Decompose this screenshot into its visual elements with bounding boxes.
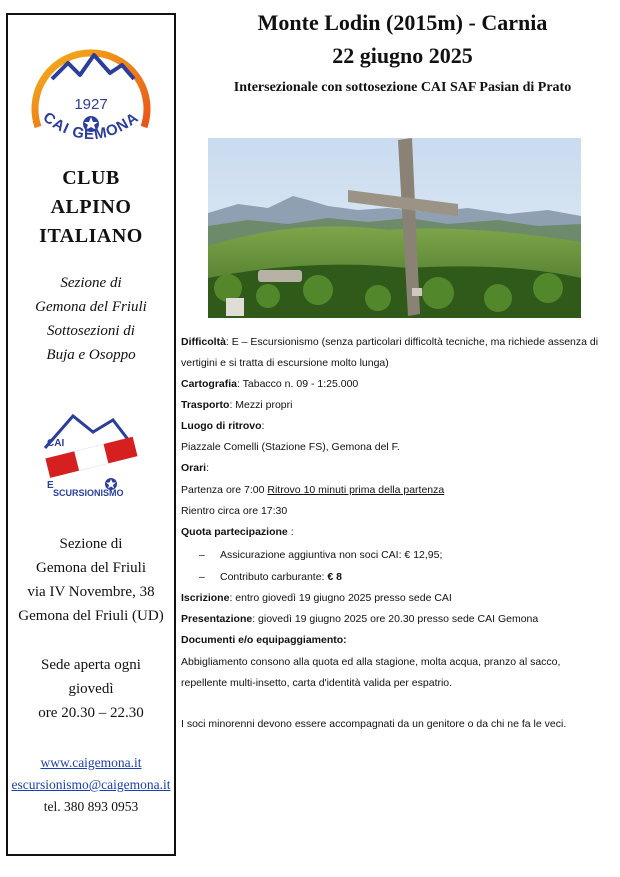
documenti-heading (181, 634, 347, 646)
minori-note: I soci minorenni devono essere accompagnati da un genitore o da chi ne fa le veci. (181, 718, 567, 730)
esc-logo-e: E (47, 480, 54, 491)
website-link[interactable]: www.caigemona.it (40, 755, 142, 770)
documenti-label: Documenti e/o equipaggiamento: (181, 634, 347, 646)
open-line-3: ore 20.30 – 22.30 (38, 705, 144, 721)
address-line-2: Gemona del Friuli (36, 560, 146, 576)
contributo-line (220, 571, 342, 583)
orari-colon: : (206, 462, 210, 474)
ritrovo-heading (181, 420, 264, 432)
summit-cross-photo (208, 138, 581, 318)
section-line-4: Buja e Osoppo (46, 347, 136, 363)
section-line-2: Gemona del Friuli (35, 299, 147, 315)
cartografia-line (181, 378, 358, 390)
section-line-3: Sottosezioni di (47, 323, 135, 339)
quota-label: Quota partecipazione (181, 526, 288, 538)
partenza-line (181, 484, 444, 496)
logo-year: 1927 (74, 96, 108, 113)
address-line-4: Gemona del Friuli (UD) (18, 608, 164, 624)
email-link-row (8, 777, 174, 793)
ritrovo-colon: : (261, 420, 265, 432)
cai-gemona-logo (24, 27, 158, 161)
club-line-1: CLUB (62, 167, 120, 189)
quota-heading (181, 526, 294, 538)
difficolta-value: : E – Escursionismo (senza particolari difficoltà tecniche, ma richiede assenza di (225, 336, 599, 348)
sidebar (6, 13, 176, 856)
iscrizione-line (181, 592, 452, 604)
website-link-row (8, 755, 174, 771)
difficolta-line-2: vertigini e si tratta di escursione molto lunga) (181, 357, 389, 369)
esc-logo-cai: CAI (47, 438, 65, 449)
contributo-value: € 8 (327, 571, 343, 583)
esc-logo-text: SCURSIONISMO (53, 488, 124, 498)
event-subtitle: Intersezionale con sottosezione CAI SAF Pasian di Prato (233, 80, 572, 95)
section-line-1: Sezione di (60, 275, 122, 291)
open-line-1: Sede aperta ogni (41, 657, 141, 673)
equip-line-1: Abbigliamento consono alla quota ed alla stagione, molta acqua, pranzo al sacco, (181, 656, 561, 668)
trasporto-value: : Mezzi propri (229, 399, 293, 411)
club-line-2: ALPINO (50, 196, 132, 218)
iscrizione-value: : entro giovedì 19 giugno 2025 presso sede CAI (229, 592, 452, 604)
trasporto-label: Trasporto (181, 399, 230, 411)
partenza-text: Partenza ore 7:00 (181, 484, 268, 496)
email-link[interactable]: escursionismo@caigemona.it (11, 777, 171, 792)
address-line-3: via IV Novembre, 38 (27, 584, 155, 600)
contributo-label: Contributo carburante: (220, 571, 328, 583)
ritrovo-label: Luogo di ritrovo (181, 420, 262, 432)
presentazione-line (181, 613, 538, 625)
difficolta-line-1 (181, 336, 598, 348)
orari-heading (181, 462, 209, 474)
ritrovo-value: Piazzale Comelli (Stazione FS), Gemona del F. (181, 441, 400, 453)
trasporto-line (181, 399, 292, 411)
address-line-1: Sezione di (59, 536, 123, 552)
equip-line-2: repellente multi-insetto, carta d'identità valida per espatrio. (181, 677, 453, 689)
open-line-2: giovedì (68, 681, 114, 697)
bullet-dash-2: – (199, 571, 205, 583)
event-date: 22 giugno 2025 (332, 43, 473, 68)
cai-escursionismo-logo (33, 408, 146, 503)
club-line-3: ITALIANO (39, 225, 143, 247)
logo-text: CAI GEMONA (39, 108, 143, 144)
difficolta-label: Difficoltà (181, 336, 226, 348)
cartografia-value: : Tabacco n. 09 - 1:25.000 (237, 378, 359, 390)
partenza-note: Ritrovo 10 minuti prima della partenza (267, 484, 445, 496)
bullet-dash-1: – (199, 549, 205, 561)
iscrizione-label: Iscrizione (181, 592, 230, 604)
cartografia-label: Cartografia (181, 378, 238, 390)
quota-colon: : (287, 526, 294, 538)
phone-number: tel. 380 893 0953 (43, 799, 139, 814)
presentazione-value: : giovedì 19 giugno 2025 ore 20.30 presso sede CAI Gemona (252, 613, 539, 625)
presentazione-label: Presentazione (181, 613, 253, 625)
rientro-line: Rientro circa ore 17:30 (181, 505, 288, 517)
page-title: Monte Lodin (2015m) - Carnia (257, 10, 548, 35)
assicurazione-line: Assicurazione aggiuntiva non soci CAI: € 12,95; (220, 549, 443, 561)
orari-label: Orari (181, 462, 207, 474)
